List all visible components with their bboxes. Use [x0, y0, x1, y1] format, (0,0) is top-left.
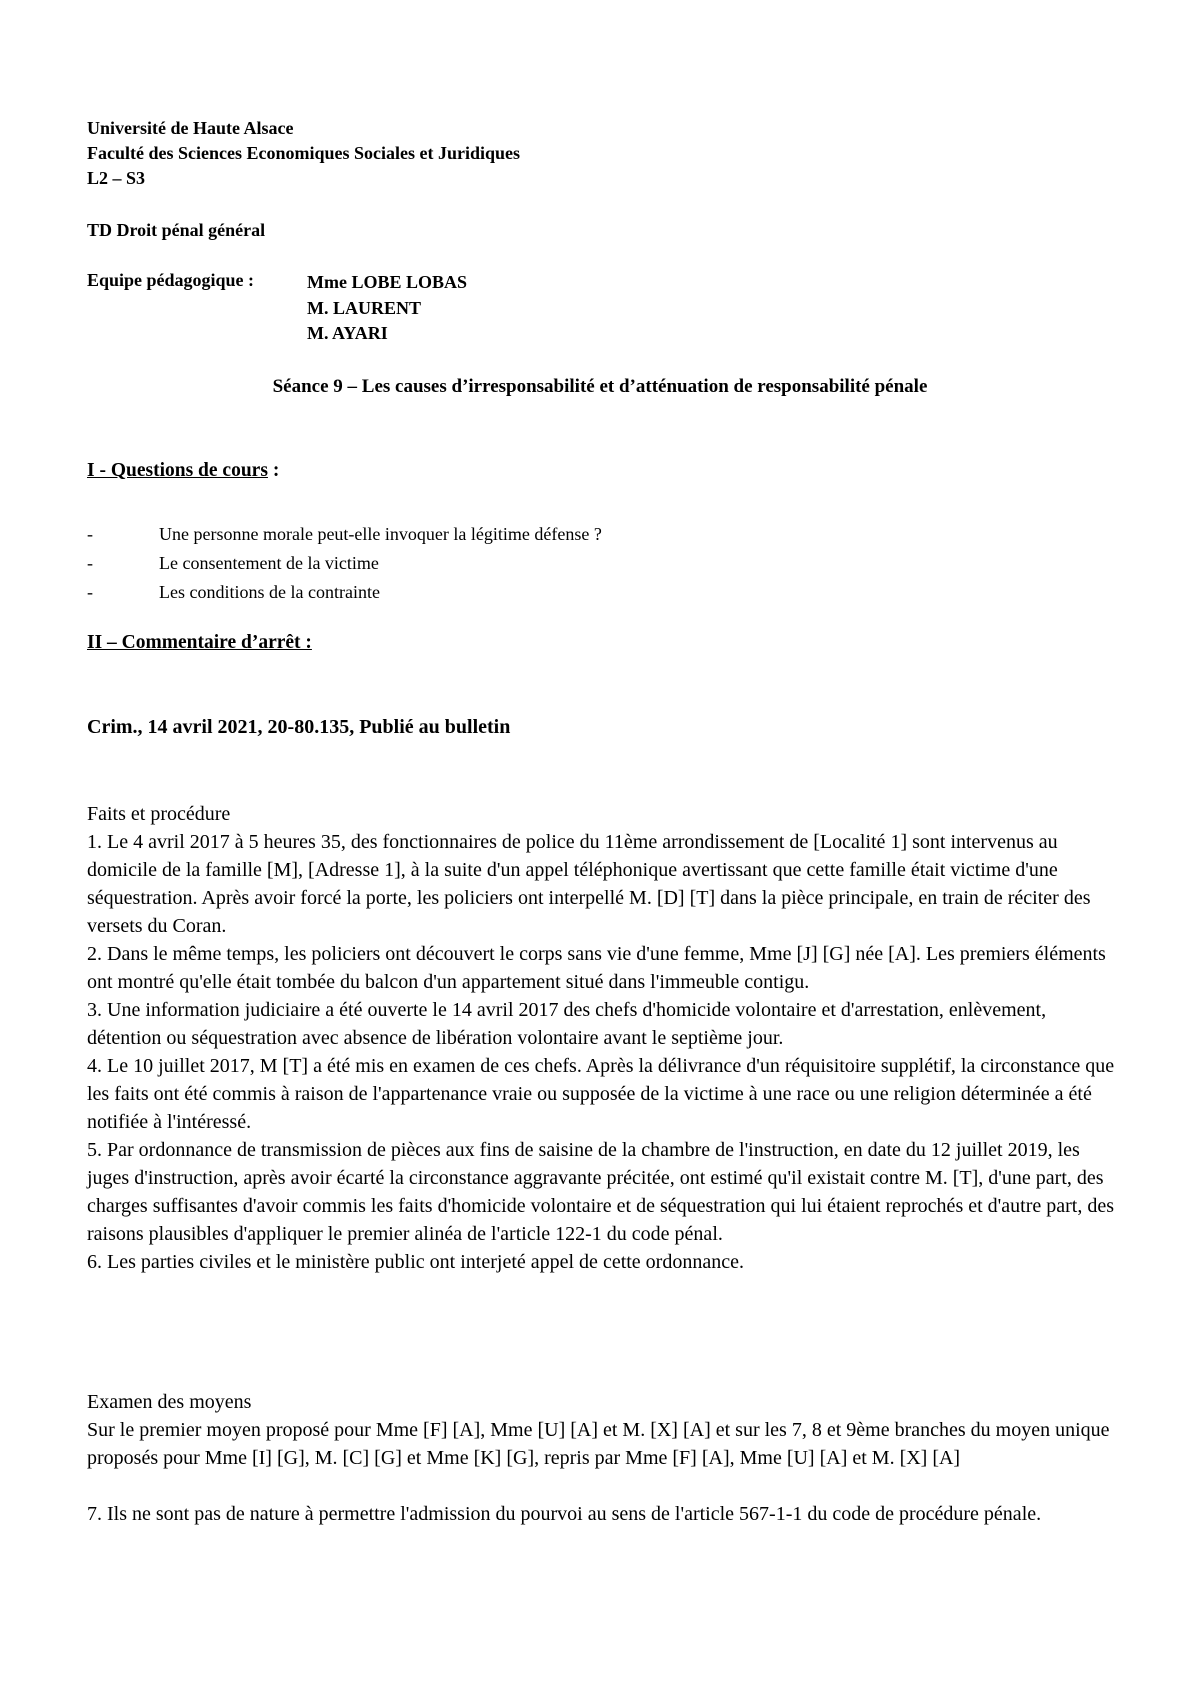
decision-reference: Crim., 14 avril 2021, 20-80.135, Publié au bulletin — [87, 716, 511, 738]
paragraph: 6. Les parties civiles et le ministère public ont interjeté appel de cette ordonnance. — [87, 1251, 744, 1273]
list-bullet: - — [87, 524, 93, 544]
section-commentary-title — [87, 632, 312, 654]
faits-heading: Faits et procédure — [87, 803, 231, 825]
team-list — [307, 270, 467, 347]
list-item-text: Les conditions de la contrainte — [159, 582, 380, 602]
list-bullet: - — [87, 582, 93, 602]
list-bullet: - — [87, 553, 93, 573]
paragraph: 5. Par ordonnance de transmission de pièces aux fins de saisine de la chambre de l'instruction, en date du 12 juillet 2019, les juges d'instruction, après avoir écarté la circonstance aggravante précitée, ont estimé qu'il existait contre M. [T], d'une part, des charges suffisantes d'avoir commis les faits d'homicide volontaire et de séquestration qui lui étaient reprochés et d'autre part, des raisons plausibles d'appliquer le premier alinéa de l'article 122-1 du code pénal. — [87, 1139, 1114, 1245]
list-item-text: Une personne morale peut-elle invoquer la légitime défense ? — [159, 524, 602, 544]
seance-title: Séance 9 – Les causes d’irresponsabilité et d’atténuation de responsabilité pénale — [272, 376, 928, 397]
team-member: M. AYARI — [307, 323, 388, 343]
list-item-text: Le consentement de la victime — [159, 553, 379, 573]
faculty-name: Faculté des Sciences Economiques Sociales et Juridiques — [87, 143, 520, 163]
section-questions-title — [87, 460, 279, 482]
team-member: Mme LOBE LOBAS — [307, 272, 468, 292]
team-label: Equipe pédagogique : — [87, 270, 255, 290]
paragraph: 1. Le 4 avril 2017 à 5 heures 35, des fonctionnaires de police du 11ème arrondissement de [Localité 1] sont intervenus au domicile de la famille [M], [Adresse 1], à la suite d'un appel téléphonique avertissant que cette famille était victime d'une séquestration. Après avoir forcé la porte, les policiers ont interpellé M. [D] [T] dans la pièce principale, en train de réciter des versets du Coran. — [87, 831, 1091, 937]
university-name: Université de Haute Alsace — [87, 118, 294, 138]
faits-section — [87, 800, 1117, 1276]
team-member: M. LAURENT — [307, 297, 422, 318]
paragraph: 3. Une information judiciaire a été ouverte le 14 avril 2017 des chefs d'homicide volontaire et d'arrestation, enlèvement, détention ou séquestration avec absence de libération volontaire avant le septième jour. — [87, 999, 1047, 1049]
section-commentary-label: II – Commentaire d’arrêt : — [87, 632, 312, 653]
paragraph: 2. Dans le même temps, les policiers ont découvert le corps sans vie d'une femme, Mme [J] [G] née [A]. Les premiers éléments ont montré qu'elle était tombée du balcon d'un appartement situé dans l'immeuble contigu. — [87, 943, 1106, 993]
paragraph: 7. Ils ne sont pas de nature à permettre l'admission du pourvoi au sens de l'article 567-1-1 du code de procédure pénale. — [87, 1503, 1042, 1525]
examen-section — [87, 1388, 1117, 1528]
paragraph: 4. Le 10 juillet 2017, M [T] a été mis en examen de ces chefs. Après la délivrance d'un réquisitoire supplétif, la circonstance que les faits ont été commis à raison de l'appartenance vraie ou supposée de la victime à une race ou une religion déterminée a été notifiée à l'intéressé. — [87, 1055, 1115, 1133]
examen-heading: Examen des moyens — [87, 1391, 252, 1413]
section-questions-label: I - Questions de cours — [87, 460, 268, 481]
course-title: TD Droit pénal général — [87, 220, 266, 240]
section-questions-suffix: : — [267, 460, 280, 481]
paragraph: Sur le premier moyen proposé pour Mme [F] [A], Mme [U] [A] et M. [X] [A] et sur les 7, 8 et 9ème branches du moyen unique proposés pour Mme [I] [G], M. [C] [G] et Mme [K] [G], repris par Mme [F] [A], Mme [U] [A] et M. [X] [A] — [87, 1419, 1110, 1469]
level-label: L2 – S3 — [87, 168, 146, 188]
